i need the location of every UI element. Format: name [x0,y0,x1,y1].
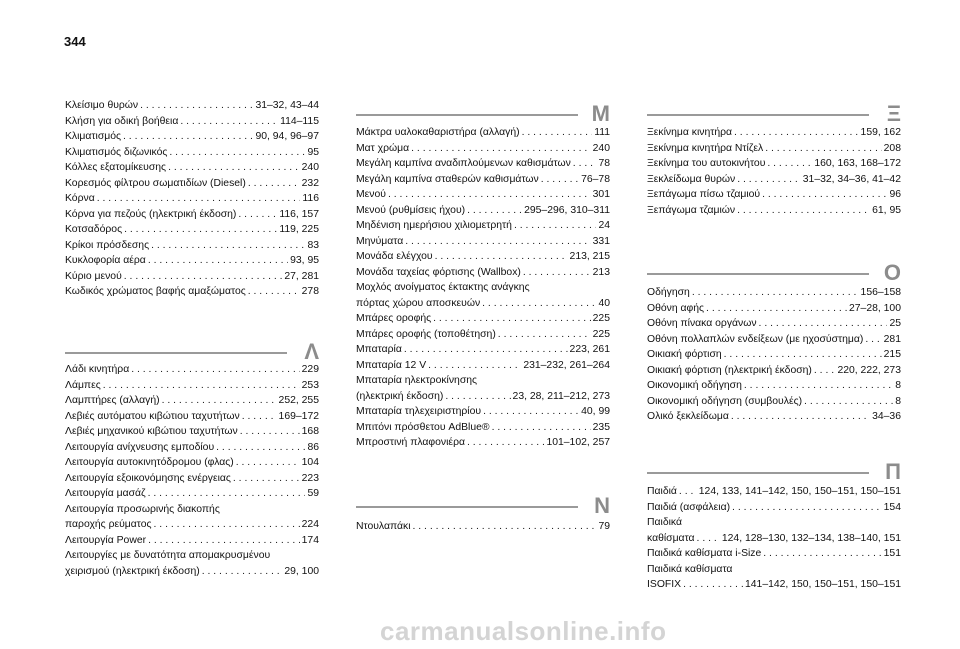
entry-term: Κοτσαδόρος [65,224,123,235]
entry-term: Κόρνα [65,193,95,204]
entry-term: Μπαταρία ηλεκτροκίνησης [356,375,478,386]
index-entry [647,531,901,547]
entry-pages: 235 [592,421,610,433]
entry-pages: 224 [301,519,319,530]
index-entry [356,296,610,312]
entry-pages: 27–28, 100 [848,302,901,314]
dot-leader [435,249,568,265]
entry-term: Ξεκλείδωμα θυρών [647,173,736,185]
entry-term: Μπροστινή πλαφονιέρα [356,437,465,448]
dot-leader [151,238,305,254]
entry-term: Κλιματισμός διζωνικός [65,146,168,158]
index-entry [356,519,610,535]
dot-leader [732,500,882,516]
entry-pages: 59 [307,488,319,499]
index-entry [356,156,610,172]
entry-term: Μεγάλη καμπίνα αναδιπλούμενων καθισμάτων [356,158,571,169]
index-entry [647,409,901,425]
entry-pages: 154 [883,501,901,513]
index-entry [356,389,610,405]
index-entry [65,284,319,300]
entry-term: Ξεκίνημα κινητήρα Ντίζελ [647,142,764,154]
index-entry [65,269,319,285]
index-list [65,362,319,579]
entry-term: Μπαταρία τηλεχειριστηρίου [356,406,482,417]
index-entry [65,424,319,440]
index-entry [647,141,901,157]
index-entry [65,502,319,518]
entry-term: Κωδικός χρώματος βαφής αμαξώματος [65,286,246,297]
entry-pages: 29, 100 [284,565,319,577]
index-list [647,125,901,218]
section-letter: Ξ [886,101,901,126]
entry-term: Μενού (ρυθμίσεις ήχου) [356,204,466,216]
dot-leader [467,203,522,219]
entry-term: Κύριο μενού [65,270,122,282]
dot-leader [814,363,836,379]
entry-pages: 278 [301,286,319,297]
entry-pages: 223 [301,472,319,484]
index-entry [65,362,319,378]
dot-leader [514,218,597,234]
index-entry [356,420,610,436]
entry-term: ISOFIX [647,579,682,590]
section-divider [65,352,287,354]
entry-pages: 86 [307,441,319,453]
dot-leader [724,347,882,363]
section-letter: Ο [883,260,901,285]
section-header-nu [356,492,610,522]
section-divider [647,273,869,275]
dot-leader [679,484,697,500]
entry-term: Κλήση για οδική βοήθεια [65,115,179,127]
entry-pages: 208 [883,142,901,154]
dot-leader [697,531,720,547]
entry-term: Λάδι κινητήρα [65,364,130,375]
dot-leader [154,517,300,533]
index-list [356,519,610,535]
index-entry [65,533,319,549]
dot-leader [467,435,544,451]
entry-pages: 114–115 [280,115,319,127]
entry-term: Ολικό ξεκλείδωμα [647,411,729,422]
entry-pages: 124, 128–130, 132–134, 138–140, 151 [721,532,901,544]
index-entry [647,484,901,500]
entry-pages: 169–172 [278,410,319,422]
entry-pages: 119, 225 [279,224,319,235]
entry-pages: 61, 95 [872,204,901,216]
dot-leader [804,394,893,410]
dot-leader [759,316,888,332]
entry-pages: 232 [301,177,319,189]
entry-pages: 24 [598,220,610,231]
section-letter: Μ [591,101,610,126]
entry-term: Μπάρες οροφής [356,313,432,324]
entry-pages: 116 [302,193,319,204]
index-entry [356,141,610,157]
entry-term: Μπαταρία 12 V [356,359,427,371]
dot-leader [405,234,590,250]
entry-term: Οικονομική οδήγηση [647,380,742,391]
index-entry [356,342,610,358]
entry-pages: 101–102, 257 [546,437,610,448]
entry-pages: 229 [301,364,319,375]
index-entry [356,187,610,203]
section-letter: Π [885,459,901,484]
index-entry [65,409,319,425]
entry-pages: 104 [301,457,319,468]
dot-leader [202,564,283,580]
entry-pages: 220, 222, 273 [837,364,901,376]
entry-term: Λειτουργία Power [65,534,147,546]
watermark: carmanualsonline.info [380,616,667,646]
index-list [356,125,610,451]
index-entry [65,455,319,471]
dot-leader [765,141,881,157]
dot-leader [865,332,881,348]
index-entry [647,515,901,531]
index-entry [356,172,610,188]
entry-term: Μάκτρα υαλοκαθαριστήρα (αλλαγή) [356,127,520,138]
entry-term: Κόλλες εξατομίκευσης [65,162,167,173]
section-divider [647,472,869,474]
dot-leader [413,519,597,535]
index-entry [65,253,319,269]
index-entry [356,373,610,389]
index-entry [65,160,319,176]
dot-leader [683,577,743,593]
entry-term: Ξεκίνημα κινητήρα [647,127,733,138]
index-entry [647,394,901,410]
index-entry [65,191,319,207]
entry-term: Μονάδα ταχείας φόρτισης (Wallbox) [356,266,521,278]
entry-term: Λειτουργία προσωρινής διακοπής [65,503,220,515]
index-entry [65,440,319,456]
index-entry [65,517,319,533]
dot-leader [124,222,277,238]
dot-leader [731,409,870,425]
entry-pages: 295–296, 310–311 [524,204,610,216]
entry-term: Ματ χρώμα [356,142,410,154]
dot-leader [762,187,887,203]
entry-term: Λεβιές αυτόματου κιβώτιου ταχυτήτων [65,410,240,422]
entry-pages: 8 [895,395,901,407]
entry-pages: 168 [301,426,319,437]
index-entry [647,500,901,516]
dot-leader [233,471,300,487]
dot-leader [428,358,521,374]
entry-term: Μπιτόνι πρόσθετου AdBlue® [356,421,490,433]
entry-term: Μηνύματα [356,235,404,247]
index-entry [356,404,610,420]
index-entry [65,393,319,409]
dot-leader [498,327,591,343]
index-entry [65,176,319,192]
dot-leader [162,393,277,409]
entry-term: παροχής ρεύματος [65,519,152,530]
dot-leader [737,203,870,219]
dot-leader [148,533,300,549]
entry-pages: 79 [598,521,610,532]
entry-term: Κλιματισμός [65,131,122,142]
dot-leader [103,378,300,394]
dot-leader [483,404,579,420]
index-entry [65,145,319,161]
index-entry [356,125,610,141]
section-divider [647,114,869,116]
section-letter: Ν [594,493,610,518]
entry-pages: 174 [301,534,319,546]
index-entry [647,363,901,379]
dot-leader [238,207,277,223]
index-entry [647,378,901,394]
entry-term: Κρίκοι πρόσδεσης [65,239,150,251]
entry-term: Οθόνη αφής [647,302,705,314]
entry-term: Λαμπτήρες (αλλαγή) [65,395,160,406]
index-entry [356,311,610,327]
dot-leader [763,546,881,562]
entry-term: Κορεσμός φίλτρου σωματιδίων (Diesel) [65,177,246,189]
entry-pages: 281 [883,333,901,345]
entry-pages: 159, 162 [860,127,901,138]
entry-pages: 124, 133, 141–142, 150, 150–151, 150–151 [698,486,901,497]
dot-leader [168,160,300,176]
entry-pages: 78 [598,158,610,169]
entry-term: πόρτας χώρου αποσκευών [356,297,481,309]
entry-term: Λειτουργίες με δυνατότητα απομακρυσμένου [65,550,271,561]
entry-term: Παιδικά καθίσματα i-Size [647,548,762,559]
entry-term: καθίσματα [647,532,695,544]
dot-leader [124,269,283,285]
entry-pages: 301 [592,189,610,200]
index-entry [356,234,610,250]
index-list [647,285,901,425]
dot-leader [404,342,568,358]
entry-term: Οικιακή φόρτιση (ηλεκτρική έκδοση) [647,364,812,376]
dot-leader [148,486,306,502]
dot-leader [411,141,591,157]
entry-pages: 213, 215 [569,251,610,262]
index-entry [65,114,319,130]
entry-term: χειρισμού (ηλεκτρική έκδοση) [65,565,200,577]
index-entry [65,548,319,564]
dot-leader [744,378,893,394]
entry-pages: 27, 281 [284,270,319,282]
entry-term: Ξεπάγωμα τζαμιών [647,204,736,216]
index-entry [647,347,901,363]
entry-pages: 40 [598,297,610,309]
index-entry [647,316,901,332]
dot-leader [522,125,593,141]
entry-term: Μηδένιση ημερήσιου χιλιομετρητή [356,220,512,231]
index-entry [356,280,610,296]
dot-leader [737,172,801,188]
entry-term: Οθόνη πολλαπλών ενδείξεων (με ηχοσύστημα) [647,333,864,345]
entry-pages: 215 [883,349,901,360]
index-entry [647,285,901,301]
entry-pages: 90, 94, 96–97 [255,131,319,142]
entry-pages: 34–36 [872,411,901,422]
entry-term: Μενού [356,189,386,200]
index-entry [356,327,610,343]
entry-term: Μπαταρία [356,344,402,355]
index-entry [65,222,319,238]
entry-term: Ξεκίνημα του αυτοκινήτου [647,158,766,169]
entry-term: Οθόνη πίνακα οργάνων [647,318,757,329]
dot-leader [492,420,591,436]
entry-pages: 156–158 [860,287,901,298]
entry-pages: 25 [889,318,901,329]
entry-term: Λειτουργία ανίχνευσης εμποδίου [65,441,215,453]
dot-leader [180,114,278,130]
dot-leader [148,253,288,269]
dot-leader [734,125,859,141]
entry-pages: 93, 95 [290,255,319,266]
entry-pages: 240 [592,142,610,154]
entry-pages: 240 [301,162,319,173]
entry-term: (ηλεκτρική έκδοση) [356,390,444,402]
entry-pages: 213 [592,266,610,278]
entry-term: Κόρνα για πεζούς (ηλεκτρική έκδοση) [65,208,237,220]
entry-pages: 111 [594,127,610,138]
entry-term: Οικονομική οδήγηση (συμβουλές) [647,395,803,407]
entry-term: Ντουλαπάκι [356,521,411,532]
entry-pages: 8 [895,380,901,391]
index-entry [356,265,610,281]
entry-pages: 253 [301,379,319,391]
index-entry [356,435,610,451]
index-entry [647,332,901,348]
entry-pages: 141–142, 150, 150–151, 150–151 [744,579,901,590]
entry-pages: 23, 28, 211–212, 273 [512,390,610,402]
dot-leader [131,362,299,378]
entry-term: Λειτουργία μασάζ [65,488,146,499]
dot-leader [573,156,597,172]
entry-pages: 151 [883,548,901,559]
dot-leader [140,98,253,114]
index-entry [647,577,901,593]
index-entry [65,378,319,394]
entry-term: Παιδικά [647,517,682,528]
dot-leader [216,440,305,456]
dot-leader [388,187,591,203]
dot-leader [445,389,510,405]
index-entry [647,203,901,219]
entry-term: Οικιακή φόρτιση [647,349,722,360]
entry-pages: 225 [592,328,610,340]
entry-term: Μεγάλη καμπίνα σταθερών καθισμάτων [356,173,539,185]
section-letter: Λ [304,339,319,364]
index-entry [647,301,901,317]
dot-leader [433,311,591,327]
section-divider [356,506,578,508]
dot-leader [236,455,300,471]
entry-pages: 31–32, 34–36, 41–42 [802,173,901,185]
entry-pages: 95 [307,146,319,158]
index-entry [65,238,319,254]
entry-term: Λειτουργία εξοικονόμησης ενέργειας [65,472,231,484]
dot-leader [248,284,300,300]
entry-term: Ξεπάγωμα πίσω τζαμιού [647,189,761,200]
dot-leader [692,285,859,301]
index-entry [65,98,319,114]
index-entry [356,249,610,265]
entry-term: Μονάδα ελέγχου [356,251,433,262]
index-entry [356,358,610,374]
index-entry [356,218,610,234]
dot-leader [482,296,596,312]
entry-pages: 225 [592,313,610,324]
index-entry [65,486,319,502]
index-entry [356,203,610,219]
index-entry [647,156,901,172]
entry-pages: 231–232, 261–264 [523,359,610,371]
dot-leader [240,424,300,440]
index-entry [65,207,319,223]
entry-term: Οδήγηση [647,287,690,298]
entry-term: Λεβιές μηχανικού κιβώτιου ταχυτήτων [65,426,238,437]
entry-term: Κλείσιμο θυρών [65,100,139,111]
index-entry [647,125,901,141]
entry-term: Μπάρες οροφής (τοποθέτηση) [356,328,496,340]
dot-leader [767,156,812,172]
section-divider [356,114,578,116]
entry-term: Λάμπες [65,379,101,391]
entry-term: Παιδιά [647,486,677,497]
entry-pages: 96 [889,189,901,200]
index-list [647,484,901,593]
entry-pages: 252, 255 [278,395,319,406]
page-number: 344 [64,34,86,49]
entry-term: Παιδιά (ασφάλεια) [647,501,731,513]
dot-leader [248,176,300,192]
dot-leader [242,409,277,425]
entry-term: Λειτουργία αυτοκινητόδρομου (φλας) [65,457,234,468]
entry-pages: 160, 163, 168–172 [814,158,901,169]
entry-pages: 116, 157 [279,208,319,220]
dot-leader [169,145,305,161]
dot-leader [541,172,579,188]
entry-pages: 40, 99 [581,406,610,417]
index-entry [647,562,901,578]
dot-leader [706,301,847,317]
index-entry [647,187,901,203]
index-entry [65,471,319,487]
entry-pages: 331 [592,235,610,247]
entry-term: Μοχλός ανοίγματος έκτακτης ανάγκης [356,282,530,293]
entry-pages: 76–78 [581,173,610,185]
entry-pages: 83 [307,239,319,251]
dot-leader [123,129,253,145]
index-entry [65,129,319,145]
entry-pages: 31–32, 43–44 [255,100,319,111]
index-list [65,98,319,300]
dot-leader [523,265,591,281]
index-entry [647,546,901,562]
index-entry [647,172,901,188]
dot-leader [97,191,301,207]
entry-term: Παιδικά καθίσματα [647,563,733,575]
entry-term: Κυκλοφορία αέρα [65,255,146,266]
entry-pages: 223, 261 [569,344,610,355]
index-entry [65,564,319,580]
